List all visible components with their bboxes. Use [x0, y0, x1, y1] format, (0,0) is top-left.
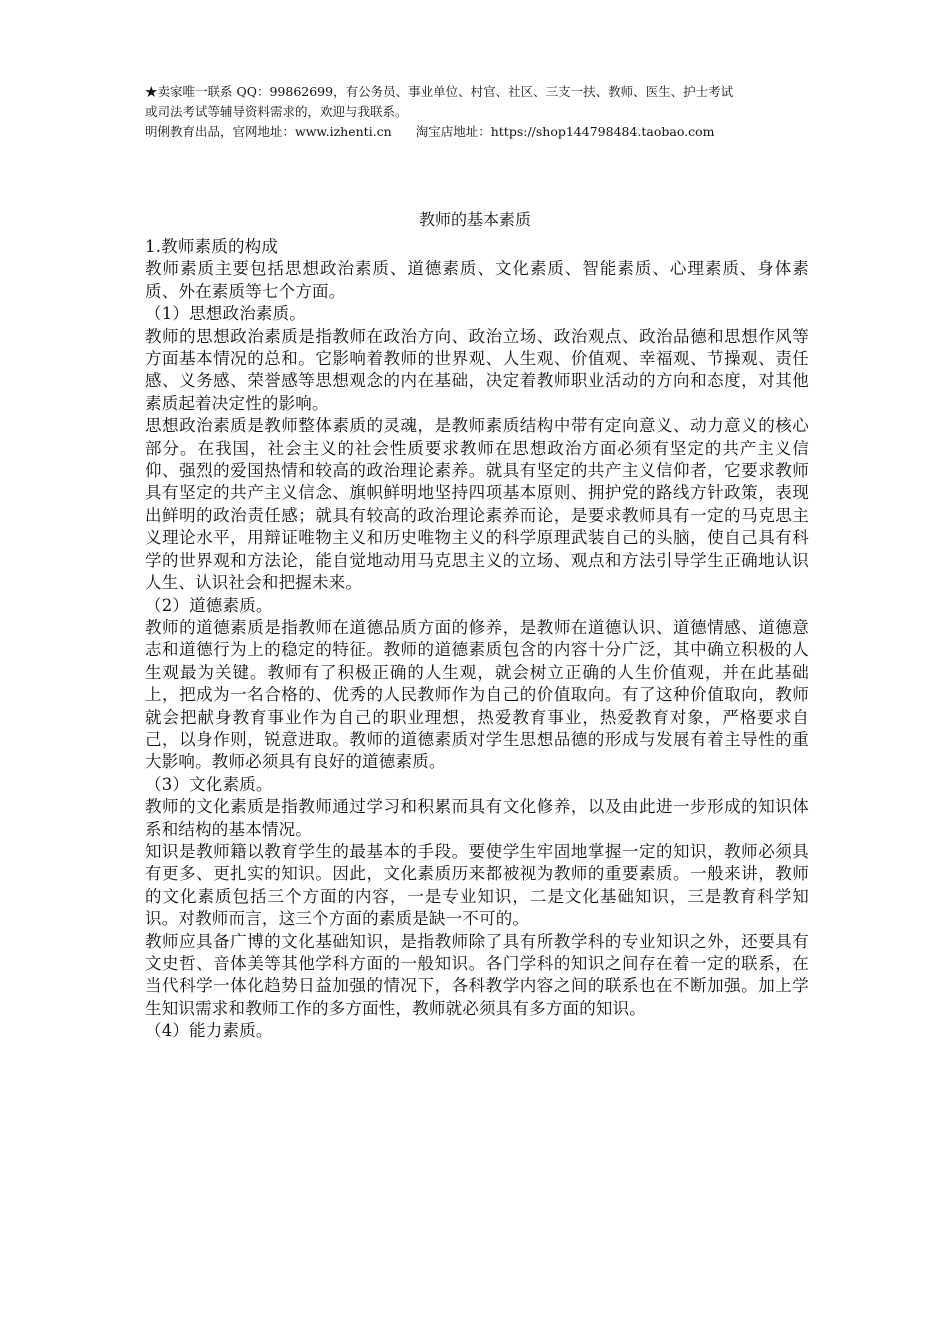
header-contact-line-2: 或司法考试等辅导资料需求的，欢迎与我联系。	[145, 104, 408, 119]
paragraph: 教师的思想政治素质是指教师在政治方向、政治立场、政治观点、政治品德和思想作风等方面基本情况的总和。它影响着教师的世界观、人生观、价值观、幸福观、节操观、责任感、义务感、荣誉感等思想观念的内在基础，决定着教师职业活动的方向和态度，对其他素质起着决定性的影响。	[145, 326, 809, 413]
subsection-heading: （1）思想政治素质。	[145, 304, 306, 324]
shop-address: 淘宝店地址：https://shop144798484.taobao.com	[415, 124, 715, 139]
subsection-heading: （2）道德素质。	[145, 595, 273, 615]
section-heading: 1.教师素质的构成	[145, 237, 279, 256]
document-body	[145, 236, 809, 1043]
header-contact-line: ★卖家唯一联系 QQ：99862699，有公务员、事业单位、村官、社区、三支一扶、教师、医生、护士考试	[145, 84, 734, 99]
document-title: 教师的基本素质	[418, 210, 531, 229]
paragraph: 教师的文化素质是指教师通过学习和积累而具有文化修养，以及由此进一步形成的知识体系和结构的基本情况。	[145, 797, 809, 839]
paragraph: 知识是教师籍以教育学生的最基本的手段。要使学生牢固地掌握一定的知识，教师必须具有更多、更扎实的知识。因此，文化素质历来都被视为教师的重要素质。一般来讲，教师的文化素质包括三个方面的内容，一是专业知识，二是文化基础知识，三是教育科学知识。对教师而言，这三个方面的素质是缺一不可的。	[145, 841, 809, 929]
subsection-heading: （4）能力素质。	[145, 1021, 273, 1041]
paragraph: 教师素质主要包括思想政治素质、道德素质、文化素质、智能素质、心理素质、身体素质、外在素质等七个方面。	[145, 259, 809, 301]
header-links	[145, 122, 813, 142]
site-address: 明俐教育出品，官网地址：www.izhenti.cn	[145, 124, 392, 139]
paragraph: 教师应具备广博的文化基础知识，是指教师除了具有所教学科的专业知识之外，还要具有文史哲、音体美等其他学科方面的一般知识。各门学科的知识之间存在着一定的联系，在当代科学一体化趋势日益加强的情况下，各科教学内容之间的联系也在不断加强。加上学生知识需求和教师工作的多方面性，教师就必须具有多方面的知识。	[145, 931, 809, 1018]
paragraph: 思想政治素质是教师整体素质的灵魂，是教师素质结构中带有定向意义、动力意义的核心部分。在我国，社会主义的社会性质要求教师在思想政治方面必须有坚定的共产主义信仰、强烈的爱国热情和较高的政治理论素养。就具有坚定的共产主义信仰者，它要求教师具有坚定的共产主义信念、旗帜鲜明地坚持四项基本原则、拥护党的路线方针政策，表现出鲜明的政治责任感；就具有较高的政治理论素养而论，是要求教师具有一定的马克思主义理论水平，用辩证唯物主义和历史唯物主义的科学原理武装自己的头脑，使自己具有科学的世界观和方法论，能自觉地动用马克思主义的立场、观点和方法引导学生正确地认识人生、认识社会和把握未来。	[145, 416, 809, 593]
subsection-heading: （3）文化素质。	[145, 774, 273, 794]
paragraph: 教师的道德素质是指教师在道德品质方面的修养，是教师在道德认识、道德情感、道德意志和道德行为上的稳定的特征。教师的道德素质包含的内容十分广泛，其中确立积极的人生观最为关键。教师有了积极正确的人生观，就会树立正确的人生价值观，并在此基础上，把成为一名合格的、优秀的人民教师作为自己的价值取向。有了这种价值取向，教师就会把献身教育事业作为自己的职业理想，热爱教育事业，热爱教育对象，严格要求自己，以身作则，锐意进取。教师的道德素质对学生思想品德的形成与发展有着主导性的重大影响。教师必须具有良好的道德素质。	[145, 617, 809, 772]
seller-header	[145, 82, 813, 142]
